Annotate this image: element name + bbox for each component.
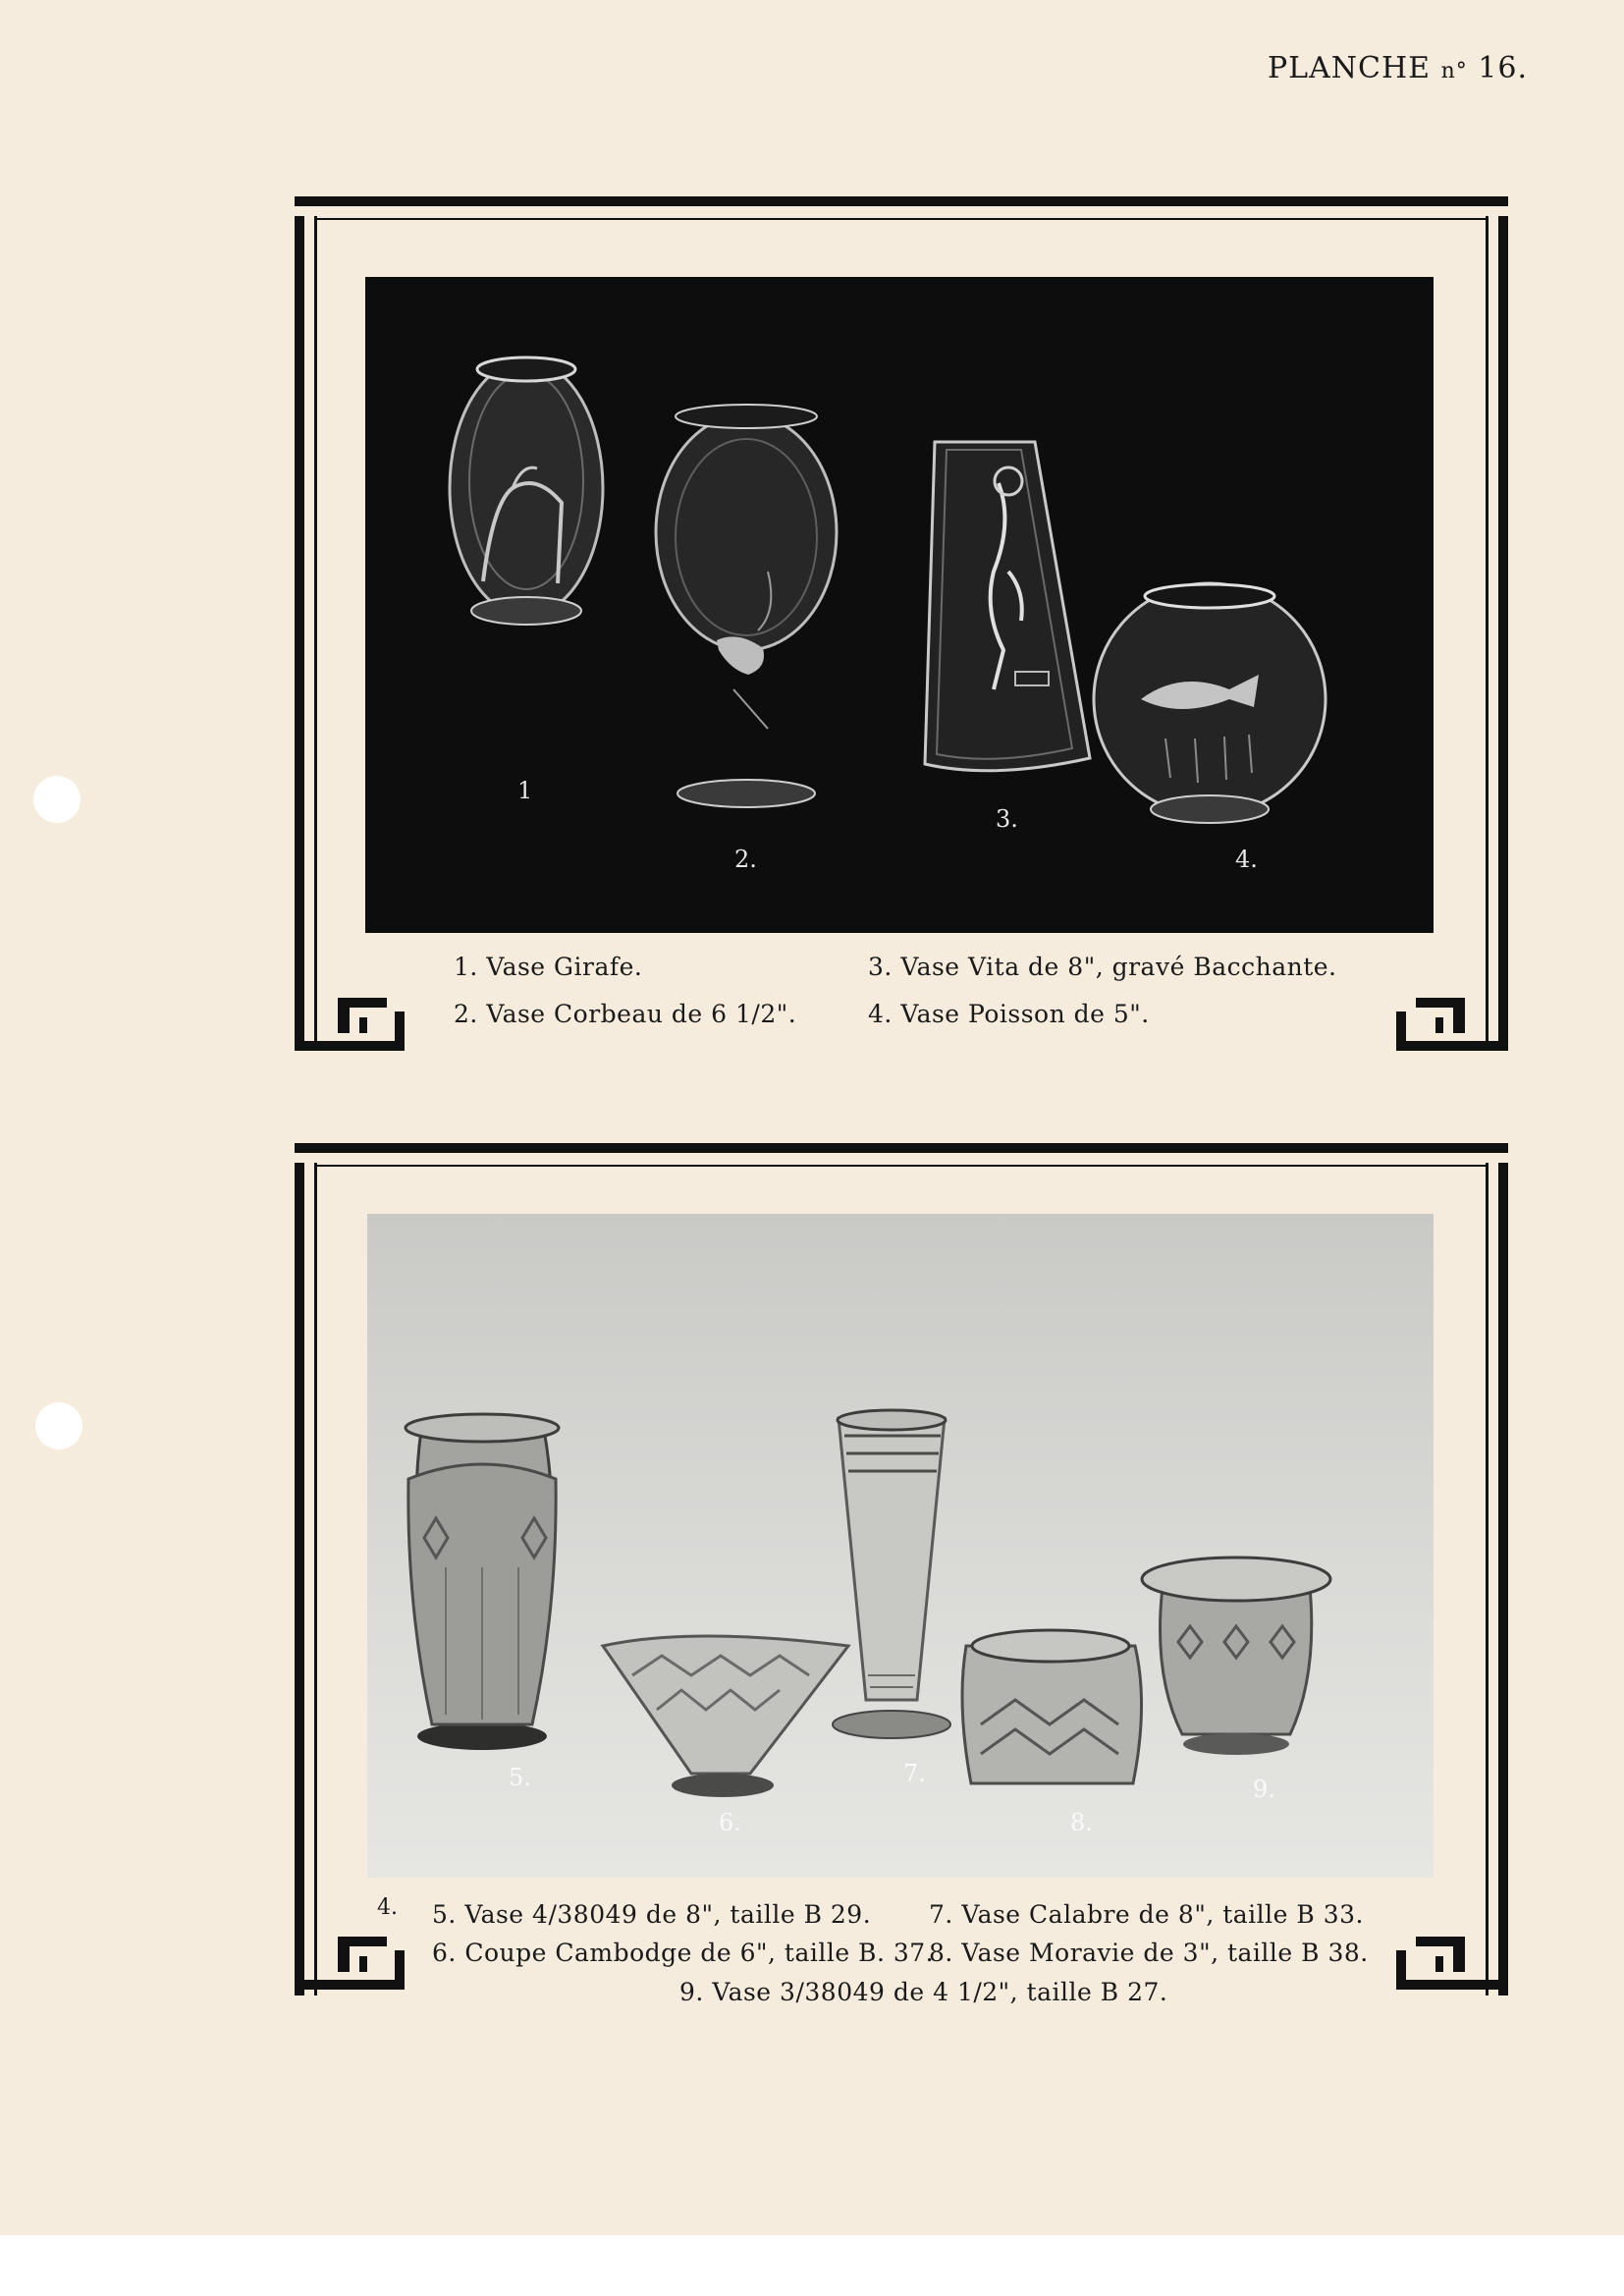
planche-number: 16. — [1478, 51, 1528, 85]
punch-hole — [33, 776, 81, 823]
caption-number: 9. — [679, 1978, 704, 2006]
bottom-photo-image — [367, 1214, 1434, 1878]
bottom-photo — [367, 1214, 1434, 1878]
frame-top-rule — [295, 196, 1508, 206]
frame-left-thin-rail — [314, 216, 317, 1046]
caption-number: 2. — [454, 1000, 478, 1028]
frame-inner-rule — [314, 218, 1489, 220]
caption-text: Vase Corbeau de 6 1/2". — [486, 1000, 797, 1028]
caption-text: Vase Poisson de 5". — [900, 1000, 1150, 1028]
caption-text: Vase Moravie de 3", taille B 38. — [961, 1939, 1369, 1967]
vase-8 — [962, 1630, 1142, 1783]
caption-9 — [679, 1978, 1167, 2006]
caption-number: 8. — [929, 1939, 953, 1967]
frame-right-rail — [1498, 1163, 1508, 1995]
caption-3 — [868, 953, 1337, 981]
caption-number: 5. — [432, 1900, 457, 1929]
caption-number: 3. — [868, 953, 893, 981]
frame-left-thin-rail — [314, 1163, 317, 1995]
page-bottom-margin — [0, 2235, 1624, 2296]
caption-6 — [432, 1939, 934, 1967]
greek-key-ornament-right — [1396, 1933, 1465, 1992]
label-1: 1 — [517, 777, 533, 804]
stray-number-mark: 4. — [377, 1895, 398, 1920]
top-photo — [365, 277, 1434, 933]
caption-7 — [929, 1900, 1364, 1929]
caption-number: 4. — [868, 1000, 893, 1028]
number-abbrev: n° — [1440, 59, 1468, 83]
frame-right-thin-rail — [1486, 216, 1489, 1046]
caption-text: Vase Calabre de 8", taille B 33. — [961, 1900, 1364, 1929]
caption-5 — [432, 1900, 871, 1929]
caption-text: Vase 4/38049 de 8", taille B 29. — [464, 1900, 872, 1929]
label-5: 5. — [509, 1764, 531, 1791]
top-photo-image — [365, 277, 1434, 933]
caption-1 — [454, 953, 642, 981]
label-2: 2. — [734, 846, 757, 873]
punch-hole — [35, 1402, 82, 1449]
caption-text: Coupe Cambodge de 6", taille B. 37. — [464, 1939, 935, 1967]
vase-5 — [406, 1414, 559, 1750]
caption-4 — [868, 1000, 1150, 1028]
caption-number: 1. — [454, 953, 478, 981]
label-3: 3. — [996, 805, 1018, 833]
caption-8 — [929, 1939, 1369, 1967]
greek-key-ornament-right — [1396, 994, 1465, 1053]
frame-top-rule — [295, 1143, 1508, 1153]
frame-left-rail — [295, 216, 304, 1046]
caption-text: Vase Vita de 8", gravé Bacchante. — [900, 953, 1337, 981]
label-8: 8. — [1070, 1809, 1093, 1836]
label-9: 9. — [1253, 1776, 1275, 1803]
caption-number: 6. — [432, 1939, 457, 1967]
caption-text: Vase Girafe. — [486, 953, 643, 981]
planche-label: PLANCHE — [1267, 51, 1432, 85]
caption-number: 7. — [929, 1900, 953, 1929]
frame-right-rail — [1498, 216, 1508, 1046]
greek-key-ornament-left — [338, 994, 406, 1053]
frame-right-thin-rail — [1486, 1163, 1489, 1995]
frame-inner-rule — [314, 1165, 1489, 1167]
label-6: 6. — [719, 1809, 741, 1836]
frame-left-rail — [295, 1163, 304, 1995]
plate-heading — [1268, 51, 1528, 85]
caption-text: Vase 3/38049 de 4 1/2", taille B 27. — [712, 1978, 1168, 2006]
greek-key-ornament-left — [338, 1933, 406, 1992]
caption-2 — [454, 1000, 796, 1028]
label-4: 4. — [1235, 846, 1258, 873]
label-7: 7. — [903, 1760, 926, 1787]
